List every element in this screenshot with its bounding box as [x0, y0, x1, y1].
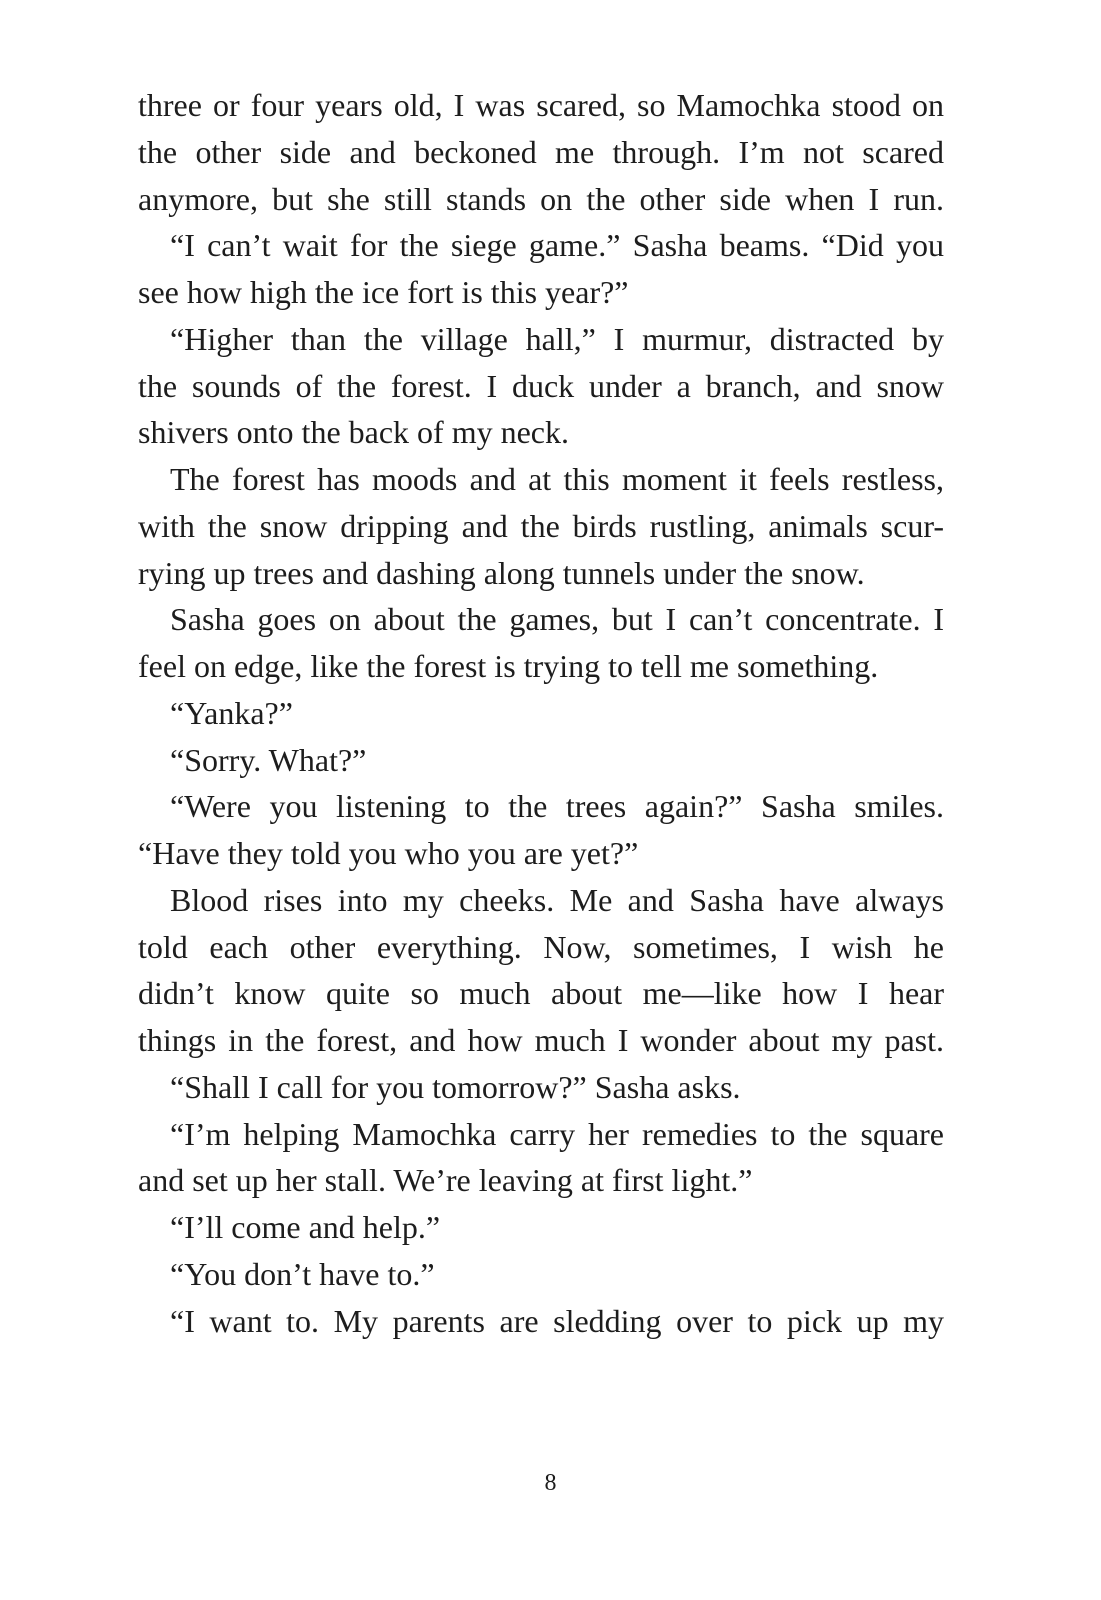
text-line: didn’t know quite so much about me—like how I hear — [138, 975, 944, 1012]
text-line: “Were you listening to the trees again?” Sasha smiles. — [170, 788, 944, 825]
text-line: told each other everything. Now, sometimes, I wish he — [138, 928, 944, 965]
text-line: “I’ll come and help.” — [170, 1209, 441, 1245]
text-line: The forest has moods and at this moment it feels restless, — [170, 461, 944, 497]
text-line: the other side and beckoned me through. I’m not scared — [138, 133, 944, 170]
page-number: 8 — [544, 1470, 557, 1496]
text-line: the sounds of the forest. I duck under a branch, and snow — [138, 367, 944, 404]
text-line: anymore, but she still stands on the other side when I run. — [138, 180, 944, 217]
text-line: rying up trees and dashing along tunnels under the snow. — [138, 554, 865, 591]
body-text — [138, 82, 944, 1344]
text-line: “I’m helping Mamochka carry her remedies to the square — [170, 1115, 944, 1152]
text-line: “I can’t wait for the siege game.” Sasha beams. “Did you — [170, 227, 944, 264]
text-line: things in the forest, and how much I wonder about my past. — [138, 1022, 944, 1058]
text-line: see how high the ice fort is this year?” — [138, 274, 629, 310]
text-line: shivers onto the back of my neck. — [138, 414, 569, 451]
text-line: “Shall I call for you tomorrow?” Sasha asks. — [170, 1068, 741, 1105]
text-line: “Have they told you who you are yet?” — [138, 835, 639, 871]
text-line: “You don’t have to.” — [170, 1255, 435, 1292]
text-line: feel on edge, like the forest is trying to tell me something. — [138, 648, 879, 684]
text-line: Sasha goes on about the games, but I can’t concentrate. I — [170, 601, 944, 638]
text-line: “Higher than the village hall,” I murmur, distracted by — [170, 320, 944, 357]
text-line: “I want to. My parents are sledding over to pick up my — [170, 1302, 944, 1339]
text-line: and set up her stall. We’re leaving at first light.” — [138, 1162, 753, 1199]
text-line: “Sorry. What?” — [170, 741, 367, 778]
text-line: with the snow dripping and the birds rustling, animals scur- — [138, 507, 944, 544]
text-line: three or four years old, I was scared, so Mamochka stood on — [138, 87, 944, 123]
text-line: “Yanka?” — [170, 694, 293, 731]
text-line: Blood rises into my cheeks. Me and Sasha have always — [170, 881, 944, 918]
